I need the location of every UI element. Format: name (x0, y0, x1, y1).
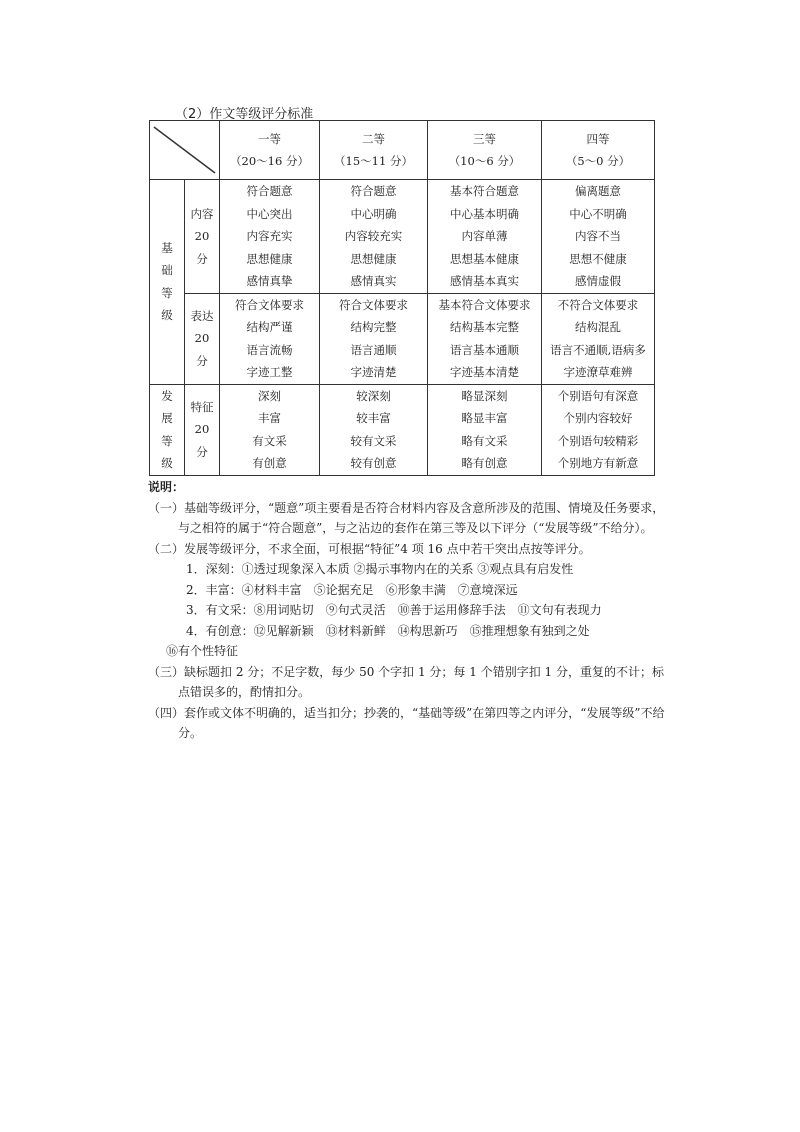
note-paragraph: （一）基础等级评分，“题意”项主要看是否符合材料内容及含意所涉及的范围、情境及任务要求，与之相符的属于“符合题意”，与之沾边的套作在第三等及以下评分（“发展等级”不给分）。 (148, 500, 665, 535)
feature-label: 特征 20 分 (185, 384, 220, 475)
header-row (150, 121, 655, 180)
level-header: 二等 （15～11 分） (320, 121, 428, 180)
content-row (150, 180, 655, 294)
section-title: （2）作文等级评分标准 (175, 107, 314, 122)
content-label: 内容 20 分 (185, 180, 220, 294)
criteria-cell: 个别语句有深意 个别内容较好 个别语句较精彩 个别地方有新意 (542, 384, 655, 475)
criteria-cell: 符合题意 中心突出 内容充实 思想健康 感情真挚 (220, 180, 320, 294)
note-paragraph: （二）发展等级评分，不求全面，可根据“特征”4 项 16 点中若干突出点按等评分。 (148, 541, 591, 556)
criteria-cell: 符合文体要求 结构严谨 语言流畅 字迹工整 (220, 293, 320, 384)
diagonal-line (150, 121, 219, 179)
note-item: 2．丰富：④材料丰富 ⑤论据充足 ⑥形象丰满 ⑦意境深远 (186, 582, 518, 597)
criteria-cell: 深刻 丰富 有文采 有创意 (220, 384, 320, 475)
corner-cell (150, 121, 220, 180)
criteria-cell: 基本符合文体要求 结构基本完整 语言基本通顺 字迹基本清楚 (428, 293, 542, 384)
note-paragraph: （四）套作或文体不明确的，适当扣分；抄袭的，“基础等级”在第四等之内评分，“发展等级”不给分。 (148, 705, 665, 740)
note-paragraph: （三）缺标题扣 2 分；不足字数，每少 50 个字扣 1 分；每 1 个错别字扣 1 分，重复的不计；标点错误多的，酌情扣分。 (148, 664, 664, 699)
develop-level-label: 发 展 等 级 (150, 384, 185, 475)
expression-row (150, 293, 655, 384)
notes-section (148, 477, 668, 744)
expression-label: 表达 20 分 (185, 293, 220, 384)
note-item: 4．有创意：⑫见解新颖 ⑬材料新鲜 ⑭构思新巧 ⑮推理想象有独到之处 (186, 623, 590, 638)
criteria-cell: 略显深刻 略显丰富 略有文采 略有创意 (428, 384, 542, 475)
notes-heading: 说明： (148, 480, 185, 494)
criteria-cell: 符合题意 中心明确 内容较充实 思想健康 感情真实 (320, 180, 428, 294)
criteria-cell: 较深刻 较丰富 较有文采 较有创意 (320, 384, 428, 475)
criteria-cell: 不符合文体要求 结构混乱 语言不通顺,语病多 字迹潦草难辨 (542, 293, 655, 384)
basic-level-label: 基 础 等 级 (150, 180, 185, 385)
note-item: 1．深刻：①透过现象深入本质 ②揭示事物内在的关系 ③观点具有启发性 (186, 562, 574, 576)
criteria-cell: 偏离题意 中心不明确 内容不当 思想不健康 感情虚假 (542, 180, 655, 294)
level-header: 一等 （20～16 分） (220, 121, 320, 180)
criteria-cell: 基本符合题意 中心基本明确 内容单薄 思想基本健康 感情基本真实 (428, 180, 542, 294)
level-header: 四等 （5～0 分） (542, 121, 655, 180)
criteria-cell: 符合文体要求 结构完整 语言通顺 字迹清楚 (320, 293, 428, 384)
note-item: 3．有文采：⑧用词贴切 ⑨句式灵活 ⑩善于运用修辞手法 ⑪文句有表现力 (186, 603, 602, 617)
feature-row (150, 384, 655, 475)
note-item: ⑯有个性特征 (166, 644, 239, 658)
grading-table (149, 120, 655, 476)
level-header: 三等 （10～6 分） (428, 121, 542, 180)
